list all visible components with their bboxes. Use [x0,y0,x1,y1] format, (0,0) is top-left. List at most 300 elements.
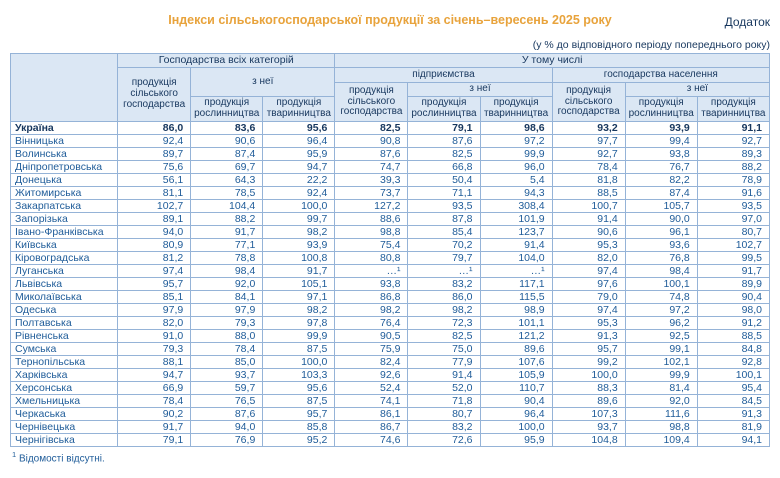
value-cell: 5,4 [480,173,552,186]
region-cell: Донецька [11,173,118,186]
value-cell: 91,4 [480,238,552,251]
value-cell: 99,9 [480,147,552,160]
value-cell: 88,2 [191,212,263,225]
table-row [11,329,770,342]
value-cell: 87,5 [263,394,335,407]
value-cell: 92,0 [625,394,697,407]
value-cell: 69,7 [191,160,263,173]
value-cell: 91,6 [697,186,769,199]
header-enterprises: підприємства [335,68,552,83]
region-cell: Чернігівська [11,433,118,446]
value-cell: 81,2 [118,251,191,264]
value-cell: 90,4 [480,394,552,407]
value-cell: 78,4 [552,160,625,173]
header-households: господарства населення [552,68,769,83]
value-cell: 91,7 [697,264,769,277]
value-cell: 93,8 [625,147,697,160]
value-cell: 82,5 [335,121,408,134]
region-cell: Одеська [11,303,118,316]
region-cell: Сумська [11,342,118,355]
value-cell: 109,4 [625,433,697,446]
value-cell: 99,4 [625,134,697,147]
region-cell: Черкаська [11,407,118,420]
value-cell: 98,2 [335,303,408,316]
value-cell: 74,7 [335,160,408,173]
value-cell: 102,1 [625,355,697,368]
footnote [12,450,780,464]
table-row [11,160,770,173]
value-cell: 94,7 [118,368,191,381]
value-cell: 78,4 [118,394,191,407]
value-cell: 82,5 [408,329,480,342]
value-cell: 81,9 [697,420,769,433]
value-cell: 59,7 [191,381,263,394]
table-row [11,290,770,303]
value-cell: 92,5 [625,329,697,342]
value-cell: 90,2 [118,407,191,420]
table-row [11,134,770,147]
value-cell: 82,0 [552,251,625,264]
value-cell: …¹ [335,264,408,277]
value-cell: 102,7 [697,238,769,251]
region-column-header [11,54,118,122]
value-cell: 98,2 [408,303,480,316]
value-cell: 74,6 [335,433,408,446]
value-cell: 85,1 [118,290,191,303]
table-row [11,368,770,381]
table-row [11,394,770,407]
value-cell: 22,2 [263,173,335,186]
region-cell: Хмельницька [11,394,118,407]
value-cell: 99,9 [625,368,697,381]
table-row [11,407,770,420]
value-cell: 87,6 [191,407,263,420]
value-cell: 97,2 [625,303,697,316]
value-cell: 92,8 [697,355,769,368]
table-row [11,251,770,264]
value-cell: 73,7 [335,186,408,199]
region-cell: Закарпатська [11,199,118,212]
value-cell: 95,7 [263,407,335,420]
value-cell: 97,4 [118,264,191,277]
value-cell: 86,7 [335,420,408,433]
value-cell: 78,4 [191,342,263,355]
region-cell: Україна [11,121,118,134]
value-cell: 52,0 [408,381,480,394]
region-cell: Вінницька [11,134,118,147]
value-cell: 74,1 [335,394,408,407]
value-cell: 105,9 [480,368,552,381]
value-cell: 97,0 [697,212,769,225]
value-cell: 127,2 [335,199,408,212]
value-cell: 76,5 [191,394,263,407]
table-row [11,121,770,134]
value-cell: 85,8 [263,420,335,433]
value-cell: 99,2 [552,355,625,368]
value-cell: 92,6 [335,368,408,381]
value-cell: 89,1 [118,212,191,225]
value-cell: 72,6 [408,433,480,446]
value-cell: 80,7 [408,407,480,420]
value-cell: 99,7 [263,212,335,225]
value-cell: 97,1 [263,290,335,303]
value-cell: 93,9 [263,238,335,251]
region-cell: Херсонська [11,381,118,394]
value-cell: 86,0 [408,290,480,303]
value-cell: 82,5 [408,147,480,160]
value-cell: 56,1 [118,173,191,186]
header-crop-all: продукція рослинництва [191,97,263,122]
value-cell: 66,8 [408,160,480,173]
value-cell: 97,9 [118,303,191,316]
value-cell: 90,8 [335,134,408,147]
value-cell: 97,4 [552,303,625,316]
value-cell: 98,9 [480,303,552,316]
table-row [11,186,770,199]
value-cell: 91,4 [552,212,625,225]
value-cell: 75,9 [335,342,408,355]
value-cell: 80,7 [697,225,769,238]
value-cell: 96,2 [625,316,697,329]
value-cell: 83,2 [408,420,480,433]
region-cell: Львівська [11,277,118,290]
value-cell: 111,6 [625,407,697,420]
value-cell: 71,1 [408,186,480,199]
value-cell: 83,2 [408,277,480,290]
value-cell: 78,5 [191,186,263,199]
value-cell: 93,9 [625,121,697,134]
table-row [11,316,770,329]
value-cell: 76,9 [191,433,263,446]
value-cell: 81,4 [625,381,697,394]
value-cell: 94,3 [480,186,552,199]
value-cell: 82,0 [118,316,191,329]
region-cell: Тернопільська [11,355,118,368]
value-cell: 91,2 [697,316,769,329]
region-cell: Дніпропетровська [11,160,118,173]
value-cell: 97,9 [191,303,263,316]
value-cell: 91,3 [552,329,625,342]
value-cell: 75,0 [408,342,480,355]
value-cell: 88,2 [697,160,769,173]
value-cell: 93,5 [408,199,480,212]
value-cell: 93,7 [191,368,263,381]
value-cell: 82,2 [625,173,697,186]
region-cell: Київська [11,238,118,251]
value-cell: 87,6 [408,134,480,147]
value-cell: 103,3 [263,368,335,381]
header-livestock-all: продукція тваринництва [263,97,335,122]
header-livestock-households: продукція тваринництва [697,97,769,122]
ag-indices-table [10,53,770,447]
page-title: Індекси сільськогосподарської продукції за січень–вересень 2025 року [168,13,612,27]
region-cell: Запорізька [11,212,118,225]
value-cell: 79,0 [552,290,625,303]
value-cell: 96,4 [480,407,552,420]
header-of-it-households: з неї [625,83,769,97]
value-cell: 86,1 [335,407,408,420]
value-cell: 94,0 [191,420,263,433]
value-cell: …¹ [408,264,480,277]
value-cell: 121,2 [480,329,552,342]
footnote-marker: 1 [12,449,17,459]
value-cell: 66,9 [118,381,191,394]
value-cell: 87,4 [191,147,263,160]
value-cell: 81,1 [118,186,191,199]
table-body [11,121,770,446]
value-cell: 92,7 [697,134,769,147]
value-cell: 76,4 [335,316,408,329]
value-cell: 87,4 [625,186,697,199]
table-row [11,199,770,212]
value-cell: 100,0 [552,368,625,381]
value-cell: 87,8 [408,212,480,225]
value-cell: 90,6 [552,225,625,238]
value-cell: 95,4 [697,381,769,394]
value-cell: 52,4 [335,381,408,394]
value-cell: 88,3 [552,381,625,394]
value-cell: 105,7 [625,199,697,212]
value-cell: 92,4 [263,186,335,199]
value-cell: 79,1 [118,433,191,446]
value-cell: 102,7 [118,199,191,212]
table-row [11,381,770,394]
value-cell: 81,8 [552,173,625,186]
region-cell: Івано-Франківська [11,225,118,238]
value-cell: 71,8 [408,394,480,407]
value-cell: 88,0 [191,329,263,342]
value-cell: 92,0 [191,277,263,290]
value-cell: 99,9 [263,329,335,342]
value-cell: 91,3 [697,407,769,420]
value-cell: 84,8 [697,342,769,355]
value-cell: 90,4 [697,290,769,303]
value-cell: 79,1 [408,121,480,134]
value-cell: 97,4 [552,264,625,277]
value-cell: 95,3 [552,238,625,251]
region-cell: Волинська [11,147,118,160]
value-cell: 110,7 [480,381,552,394]
value-cell: 101,1 [480,316,552,329]
value-cell: 87,5 [263,342,335,355]
table-row [11,238,770,251]
value-cell: 76,8 [625,251,697,264]
value-cell: 79,3 [118,342,191,355]
table-row [11,173,770,186]
value-cell: 95,6 [263,121,335,134]
value-cell: 77,9 [408,355,480,368]
header-livestock-enterprises: продукція тваринництва [480,97,552,122]
value-cell: 107,3 [552,407,625,420]
value-cell: 95,9 [263,147,335,160]
value-cell: 79,7 [408,251,480,264]
value-cell: 94,7 [263,160,335,173]
value-cell: 93,5 [697,199,769,212]
header-agri-enterprises: продукція сільського господарства [335,83,408,121]
value-cell: 104,4 [191,199,263,212]
value-cell: 95,7 [552,342,625,355]
value-cell: 91,1 [697,121,769,134]
value-cell: 100,7 [552,199,625,212]
value-cell: 75,6 [118,160,191,173]
value-cell: 117,1 [480,277,552,290]
value-cell: 91,7 [191,225,263,238]
value-cell: 86,0 [118,121,191,134]
value-cell: 64,3 [191,173,263,186]
value-cell: 97,8 [263,316,335,329]
value-cell: 74,8 [625,290,697,303]
value-cell: 95,9 [480,433,552,446]
value-cell: 96,0 [480,160,552,173]
region-cell: Харківська [11,368,118,381]
table-row [11,225,770,238]
table-row [11,277,770,290]
header-of-it-enterprises: з неї [408,83,552,97]
value-cell: 80,9 [118,238,191,251]
value-cell: 90,5 [335,329,408,342]
value-cell: 88,6 [335,212,408,225]
value-cell: 89,6 [480,342,552,355]
value-cell: 87,6 [335,147,408,160]
value-cell: 85,0 [191,355,263,368]
value-cell: 115,5 [480,290,552,303]
value-cell: 94,0 [118,225,191,238]
header-of-it-all: з неї [191,68,335,97]
table-row [11,342,770,355]
value-cell: 90,6 [191,134,263,147]
value-cell: 100,8 [263,251,335,264]
value-cell: 98,8 [335,225,408,238]
value-cell: 95,3 [552,316,625,329]
value-cell: 70,2 [408,238,480,251]
value-cell: 84,5 [697,394,769,407]
value-cell: 99,5 [697,251,769,264]
value-cell: 100,1 [697,368,769,381]
value-cell: 92,7 [552,147,625,160]
value-cell: 94,1 [697,433,769,446]
value-cell: 90,0 [625,212,697,225]
region-cell: Луганська [11,264,118,277]
value-cell: 78,8 [191,251,263,264]
value-cell: 97,6 [552,277,625,290]
value-cell: 80,8 [335,251,408,264]
value-cell: 104,0 [480,251,552,264]
value-cell: 72,3 [408,316,480,329]
header-crop-enterprises: продукція рослинництва [408,97,480,122]
value-cell: 83,6 [191,121,263,134]
value-cell: 75,4 [335,238,408,251]
region-cell: Чернівецька [11,420,118,433]
value-cell: 85,4 [408,225,480,238]
table-row [11,355,770,368]
region-cell: Кіровоградська [11,251,118,264]
value-cell: 93,2 [552,121,625,134]
value-cell: 91,4 [408,368,480,381]
table-header [11,54,770,122]
appendix-label: Додаток [724,15,770,29]
table-subtitle: (у % до відповідного періоду попереднього року) [532,39,770,51]
value-cell: 77,1 [191,238,263,251]
value-cell: 100,1 [625,277,697,290]
header-agri-all: продукція сільського господарства [118,68,191,121]
value-cell: 89,9 [697,277,769,290]
value-cell: 98,8 [625,420,697,433]
value-cell: 89,6 [552,394,625,407]
region-cell: Полтавська [11,316,118,329]
value-cell: 95,2 [263,433,335,446]
value-cell: 39,3 [335,173,408,186]
value-cell: 105,1 [263,277,335,290]
value-cell: 91,7 [118,420,191,433]
value-cell: 308,4 [480,199,552,212]
value-cell: 96,1 [625,225,697,238]
value-cell: 98,4 [191,264,263,277]
value-cell: 93,8 [335,277,408,290]
value-cell: 93,7 [552,420,625,433]
value-cell: 104,8 [552,433,625,446]
header-crop-households: продукція рослинництва [625,97,697,122]
value-cell: 98,0 [697,303,769,316]
value-cell: 82,4 [335,355,408,368]
value-cell: 100,0 [263,355,335,368]
value-cell: 78,9 [697,173,769,186]
value-cell: 98,6 [480,121,552,134]
value-cell: 101,9 [480,212,552,225]
value-cell: 50,4 [408,173,480,186]
footnote-text: Відомості відсутні. [18,453,105,465]
region-cell: Миколаївська [11,290,118,303]
value-cell: 97,7 [552,134,625,147]
table-row [11,212,770,225]
value-cell: 95,7 [118,277,191,290]
value-cell: 93,6 [625,238,697,251]
value-cell: 96,4 [263,134,335,147]
value-cell: 86,8 [335,290,408,303]
table-row [11,303,770,316]
value-cell: 89,7 [118,147,191,160]
value-cell: 76,7 [625,160,697,173]
value-cell: 91,7 [263,264,335,277]
table-row [11,264,770,277]
region-cell: Житомирська [11,186,118,199]
value-cell: 84,1 [191,290,263,303]
header-agri-households: продукція сільського господарства [552,83,625,121]
value-cell: 91,0 [118,329,191,342]
value-cell: 88,5 [552,186,625,199]
value-cell: 100,0 [263,199,335,212]
table-row [11,433,770,446]
value-cell: 88,1 [118,355,191,368]
value-cell: 95,6 [263,381,335,394]
value-cell: 97,2 [480,134,552,147]
value-cell: 98,4 [625,264,697,277]
value-cell: 92,4 [118,134,191,147]
region-cell: Рівненська [11,329,118,342]
value-cell: 123,7 [480,225,552,238]
value-cell: 99,1 [625,342,697,355]
value-cell: 88,5 [697,329,769,342]
header-including: У тому числі [335,54,770,68]
value-cell: 98,2 [263,303,335,316]
value-cell: 89,3 [697,147,769,160]
value-cell: 100,0 [480,420,552,433]
value-cell: 98,2 [263,225,335,238]
value-cell: 79,3 [191,316,263,329]
table-row [11,147,770,160]
table-row [11,420,770,433]
header-all-categories: Господарства всіх категорій [118,54,335,68]
value-cell: 107,6 [480,355,552,368]
